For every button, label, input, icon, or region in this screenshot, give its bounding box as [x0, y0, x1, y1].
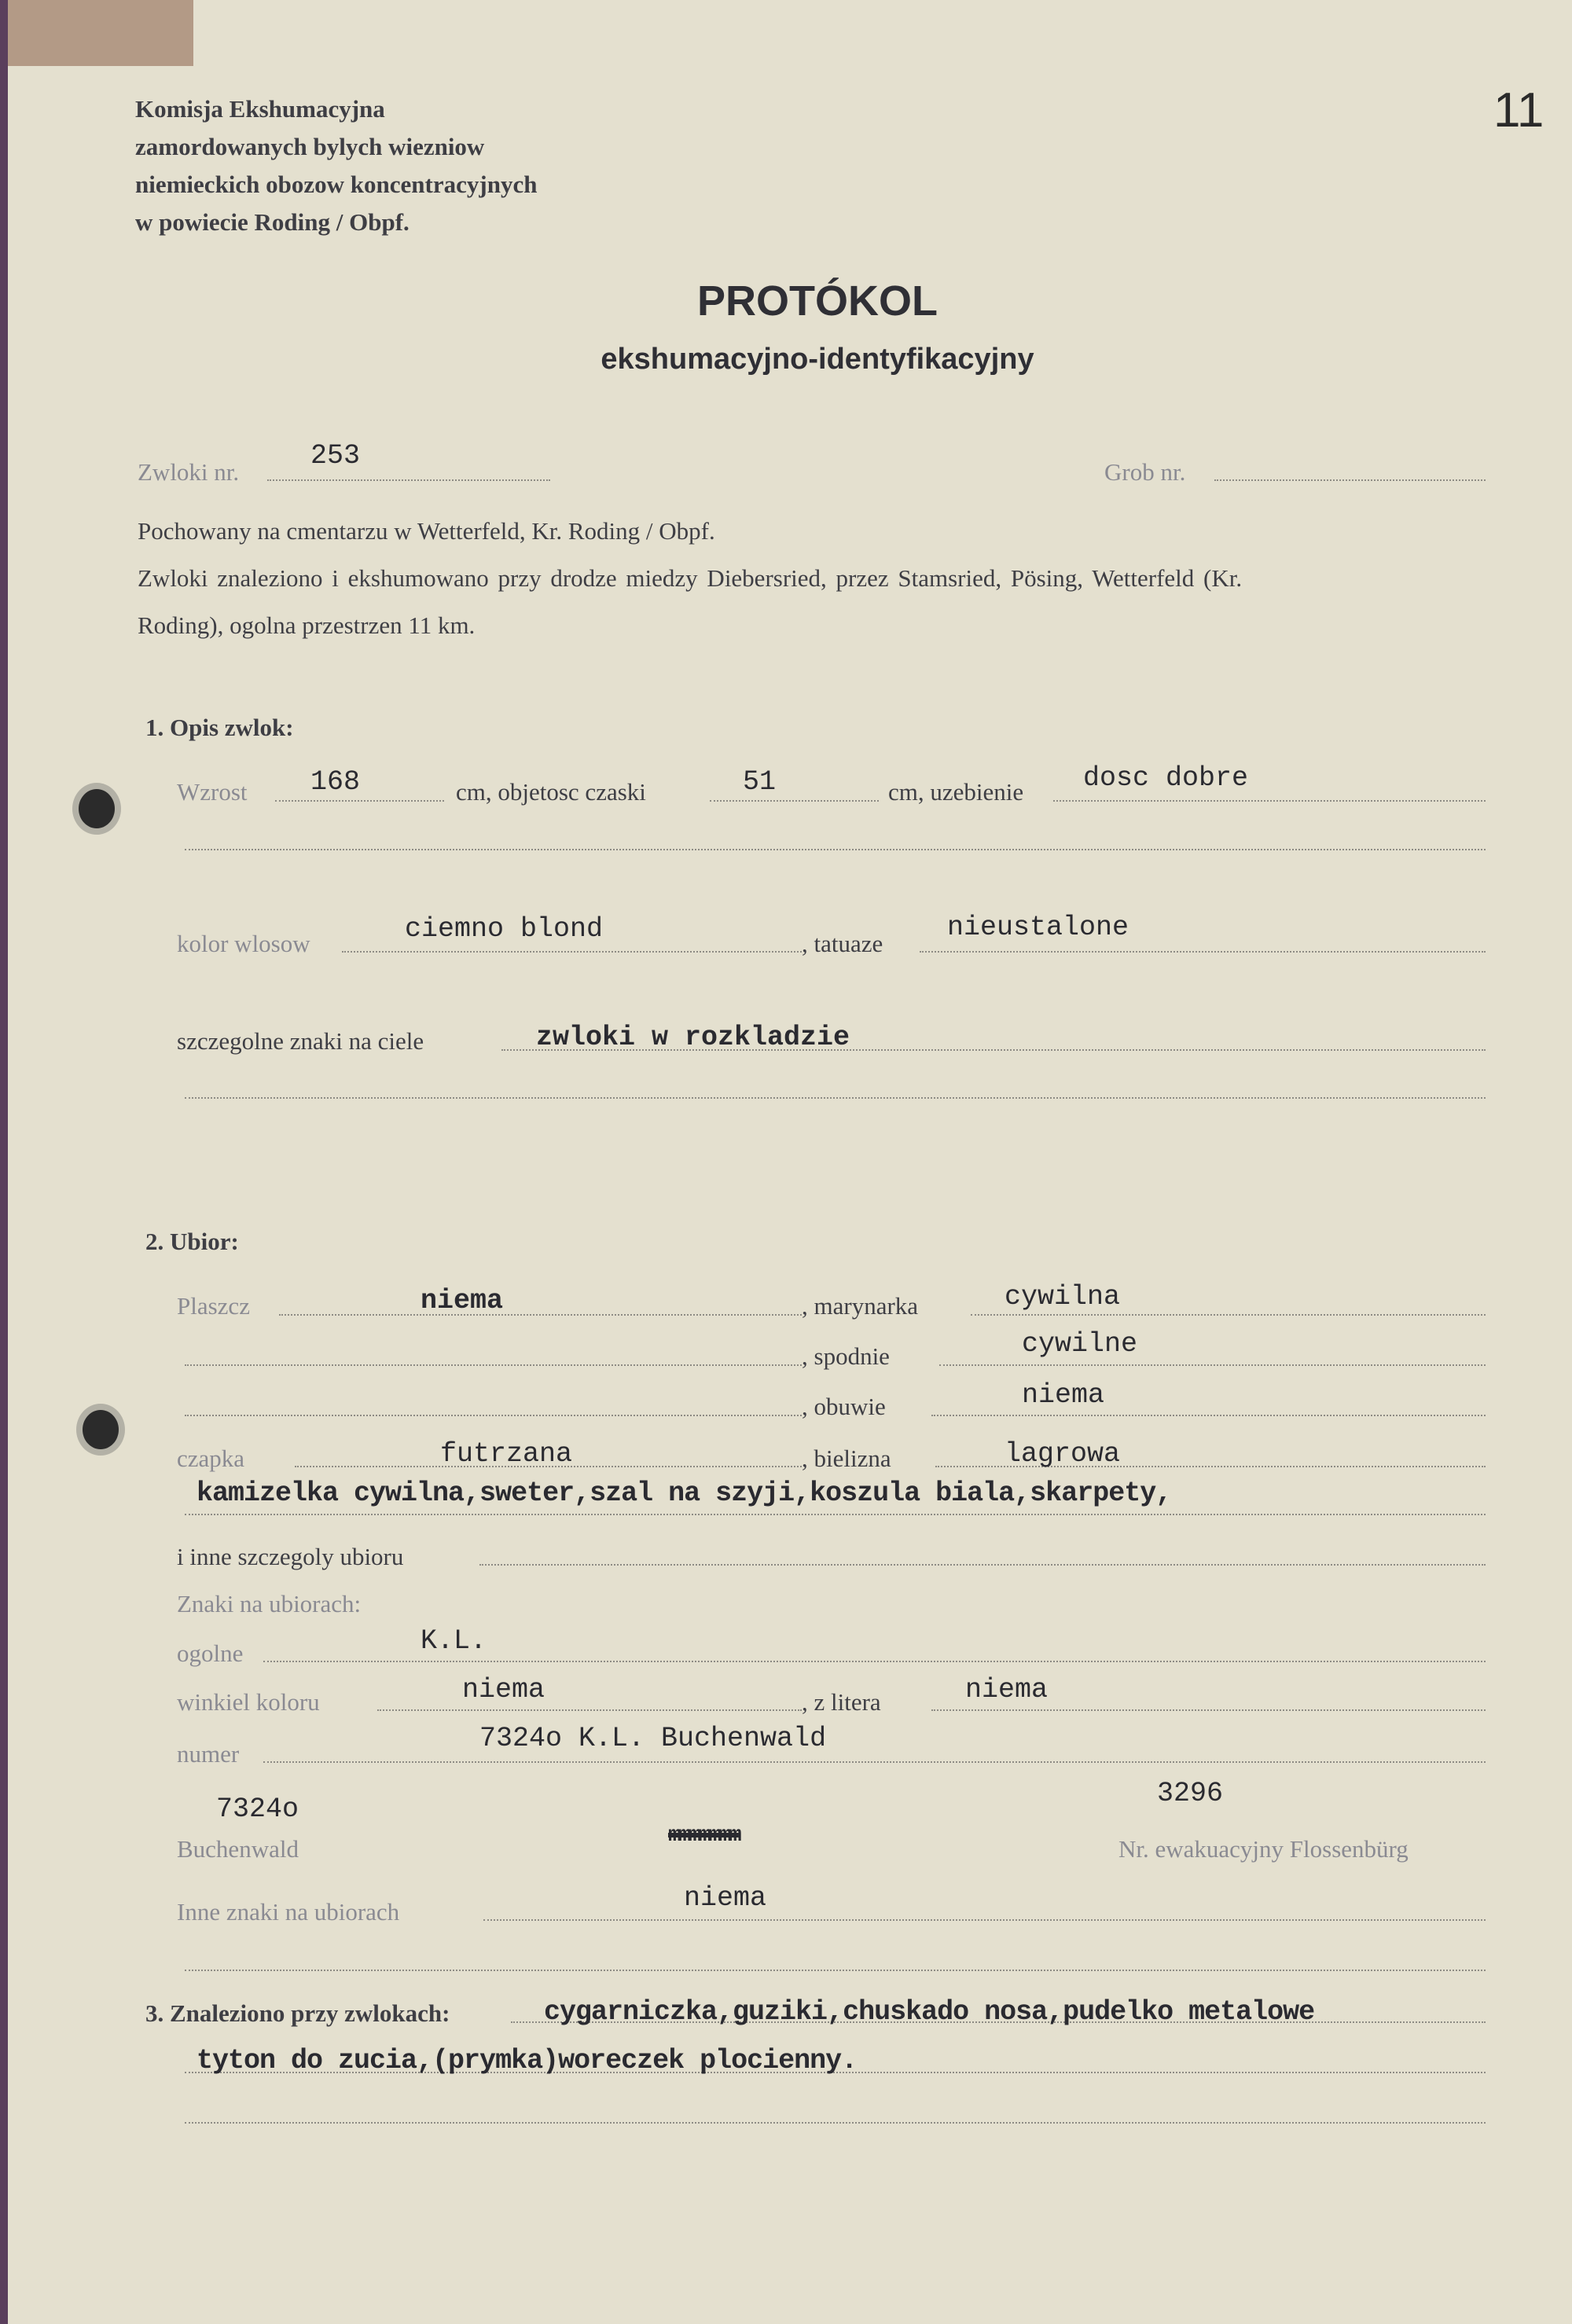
header-line-2: zamordowanych bylych wiezniow [135, 133, 485, 160]
litera-line [931, 1709, 1486, 1711]
kolor-label: kolor wlosow [177, 930, 310, 957]
winkiel-line [377, 1709, 802, 1711]
numer-value: 7324o K.L. Buchenwald [479, 1723, 827, 1754]
page-number: 11 [1493, 83, 1544, 138]
kolor-line [342, 951, 802, 953]
litera-label: , z litera [802, 1688, 881, 1716]
numer-label: numer [177, 1740, 240, 1768]
page-edge-strip [0, 0, 8, 2324]
section3-heading: 3. Znaleziono przy zwlokach: [145, 1999, 450, 2027]
blank-line-1 [185, 849, 1486, 850]
extra-clothing-line [185, 1514, 1486, 1515]
winkiel-label: winkiel koloru [177, 1688, 320, 1716]
zwloki-value: 253 [310, 440, 361, 472]
header-line-3: niemieckich obozow koncentracyjnych [135, 171, 538, 198]
document-subtitle: ekshumacyjno-identyfikacyjny [601, 343, 1034, 376]
blank-line-3 [185, 1970, 1486, 1971]
wzrost-line [275, 800, 444, 802]
wzrost-label: Wzrost [177, 778, 248, 806]
czaszka-label: cm, objetosc czaski [456, 778, 646, 806]
bielizna-label: , bielizna [802, 1445, 891, 1472]
zwloki-line [267, 479, 550, 481]
pochowany-text: Pochowany na cmentarzu w Wetterfeld, Kr. Roding / Obpf. [138, 517, 715, 545]
obuwie-value: niema [1022, 1379, 1105, 1411]
marynarka-value: cywilna [1005, 1281, 1121, 1313]
inne-szczegoly-line [479, 1564, 1486, 1566]
header-line-4: w powiecie Roding / Obpf. [135, 208, 410, 236]
litera-value: niema [965, 1674, 1049, 1705]
winkiel-value: niema [462, 1674, 545, 1705]
kolor-value: ciemno blond [405, 913, 604, 945]
ogolne-label: ogolne [177, 1639, 244, 1667]
numer-line [263, 1761, 1486, 1763]
section3-value-line-1: cygarniczka,guziki,chuskado nosa,pudelko metalowe [544, 1996, 1315, 2028]
ogolne-value: K.L. [421, 1625, 487, 1657]
inne-znaki-line [483, 1919, 1486, 1921]
corner-tab [8, 0, 193, 66]
obuwie-line [931, 1415, 1486, 1416]
document-page [8, 0, 1572, 2324]
obuwie-label: , obuwie [802, 1393, 886, 1420]
plaszcz-label: Plaszcz [177, 1292, 250, 1320]
inne-znaki-value: niema [684, 1882, 767, 1914]
marynarka-label: , marynarka [802, 1292, 919, 1320]
plaszcz-line [279, 1314, 802, 1316]
czaszka-line [710, 800, 879, 802]
buchenwald-label: Buchenwald [177, 1835, 299, 1863]
uzebienie-label: cm, uzebienie [888, 778, 1024, 806]
buchenwald-number: 7324o [216, 1793, 299, 1825]
spodnie-label: , spodnie [802, 1342, 890, 1370]
blank-line-2 [185, 1097, 1486, 1099]
spodnie-line [939, 1364, 1486, 1366]
inne-znaki-label: Inne znaki na ubiorach [177, 1898, 400, 1926]
section2-heading: 2. Ubior: [145, 1228, 239, 1255]
grob-label: Grob nr. [1104, 458, 1186, 486]
ewakuacyjny-label: Nr. ewakuacyjny Flossenbürg [1118, 1835, 1409, 1863]
znaki-label: szczegolne znaki na ciele [177, 1027, 424, 1055]
znaki-heading: Znaki na ubiorach: [177, 1590, 362, 1617]
section1-heading: 1. Opis zwlok: [145, 714, 294, 741]
tatuaze-label: , tatuaze [802, 930, 883, 957]
marynarka-line [971, 1314, 1486, 1316]
wzrost-value: 168 [310, 766, 361, 798]
document-title: PROTÓKOL [697, 277, 938, 325]
commission-header [135, 90, 537, 241]
czaszka-value: 51 [743, 766, 777, 798]
struck-out-entry: mmmmmmm [668, 1823, 739, 1848]
znaki-value: zwloki w rozkladzie [536, 1022, 850, 1053]
uzebienie-line [1053, 800, 1486, 802]
uzebienie-value: dosc dobre [1083, 762, 1249, 794]
punch-hole-bottom [83, 1410, 119, 1449]
header-line-1: Komisja Ekshumacyjna [135, 95, 385, 123]
ogolne-line [263, 1661, 1486, 1662]
tatuaze-line [920, 951, 1486, 953]
punch-hole-top [79, 789, 115, 828]
spodnie-value: cywilne [1022, 1328, 1138, 1360]
czapka-value: futrzana [440, 1438, 573, 1470]
section3-value-line-2: tyton do zucia,(prymka)woreczek plocienny. [196, 2045, 858, 2076]
ewakuacyjny-number: 3296 [1157, 1778, 1224, 1809]
spodnie-left-line [185, 1364, 802, 1366]
tatuaze-value: nieustalone [947, 912, 1129, 943]
obuwie-left-line [185, 1415, 802, 1416]
plaszcz-value: niema [421, 1285, 504, 1316]
znaleziono-line-2: Roding), ogolna przestrzen 11 km. [138, 611, 476, 639]
grob-line [1214, 479, 1486, 481]
znaleziono-line-1: Zwloki znaleziono i ekshumowano przy drodze miedzy Diebersried, przez Stamsried, Pösing, Wetterfeld (Kr. [138, 564, 1243, 592]
extra-clothing-typed: kamizelka cywilna,sweter,szal na szyji,koszula biala,skarpety, [196, 1478, 1172, 1509]
zwloki-label: Zwloki nr. [138, 458, 240, 486]
inne-szczegoly-label: i inne szczegoly ubioru [177, 1543, 404, 1570]
czapka-label: czapka [177, 1445, 245, 1472]
blank-line-4 [185, 2122, 1486, 2124]
bielizna-value: lagrowa [1005, 1438, 1121, 1470]
